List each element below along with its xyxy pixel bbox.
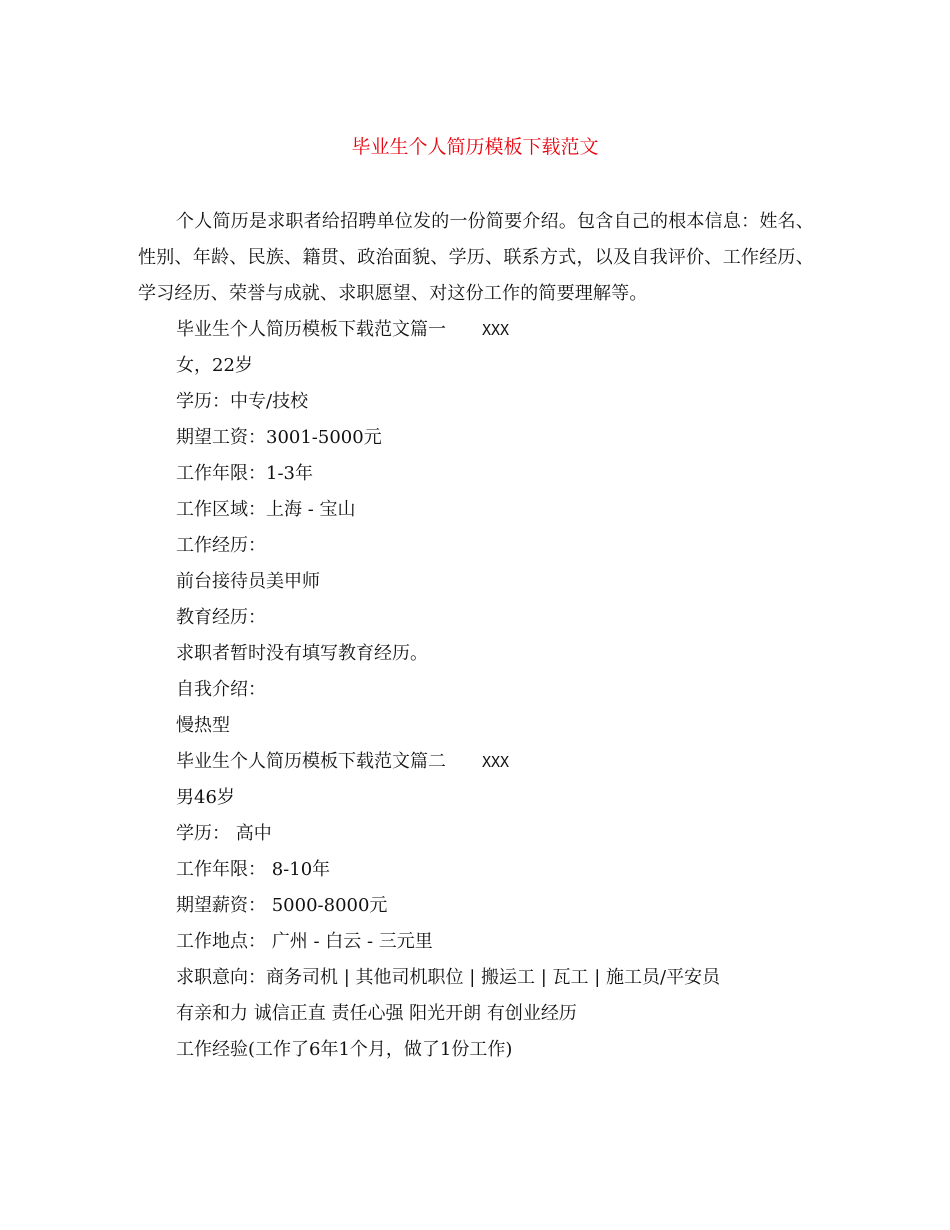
document-line [176,816,816,852]
line-placeholder-name: XXX [482,753,510,771]
document-line [176,924,816,960]
document-line [176,348,816,384]
line-text: 工作区域：上海 - 宝山 [176,499,356,520]
document-line [176,780,816,816]
intro-paragraph: 个人简历是求职者给招聘单位发的一份简要介绍。包含自己的根本信息：姓名、性别、年龄、民族、籍贯、政治面貌、学历、联系方式，以及自我评价、工作经历、学习经历、荣誉与成就、求职愿望、对这份工作的简要理解等。 [138,211,814,304]
line-text: 慢热型 [176,715,230,736]
line-text: 期望薪资： 5000-8000元 [176,895,388,916]
line-text: 毕业生个人简历模板下载范文篇一 [176,319,446,340]
document-line [176,492,816,528]
line-text: 求职者暂时没有填写教育经历。 [176,643,428,664]
document-line [176,708,816,744]
line-text: 教育经历： [176,607,266,628]
document-line [176,672,816,708]
document-line [176,744,816,780]
document-line [176,420,816,456]
line-text: 工作地点： 广州 - 白云 - 三元里 [176,931,433,952]
line-text: 女，22岁 [176,355,253,376]
line-placeholder-name: XXX [482,321,510,339]
document-line [176,960,816,996]
line-text: 学历： 高中 [176,823,272,844]
line-text: 期望工资：3001-5000元 [176,427,382,448]
line-text: 工作年限： 8-10年 [176,859,331,880]
document-line [176,996,816,1032]
document-line [176,636,816,672]
document-line [176,528,816,564]
line-text: 求职意向：商务司机 | 其他司机职位 | 搬运工 | 瓦工 | 施工员/平安员 [176,967,721,988]
document-line [176,384,816,420]
resume-lines [176,312,816,1068]
document-line [176,888,816,924]
line-text: 有亲和力 诚信正直 责任心强 阳光开朗 有创业经历 [176,1003,577,1024]
document-line [176,456,816,492]
line-text: 学历：中专/技校 [176,391,309,412]
document-title: 毕业生个人简历模板下载范文 [351,136,599,158]
document-line [176,1032,816,1068]
line-text: 男46岁 [176,787,235,808]
document-line [176,564,816,600]
document-line [176,852,816,888]
line-text: 工作经历： [176,535,266,556]
line-text: 前台接待员美甲师 [176,571,320,592]
line-text: 工作经验(工作了6年1个月，做了1份工作) [176,1039,513,1060]
document-line [176,600,816,636]
document-line [176,312,816,348]
line-text: 自我介绍： [176,679,266,700]
line-text: 毕业生个人简历模板下载范文篇二 [176,751,446,772]
line-text: 工作年限：1-3年 [176,463,313,484]
